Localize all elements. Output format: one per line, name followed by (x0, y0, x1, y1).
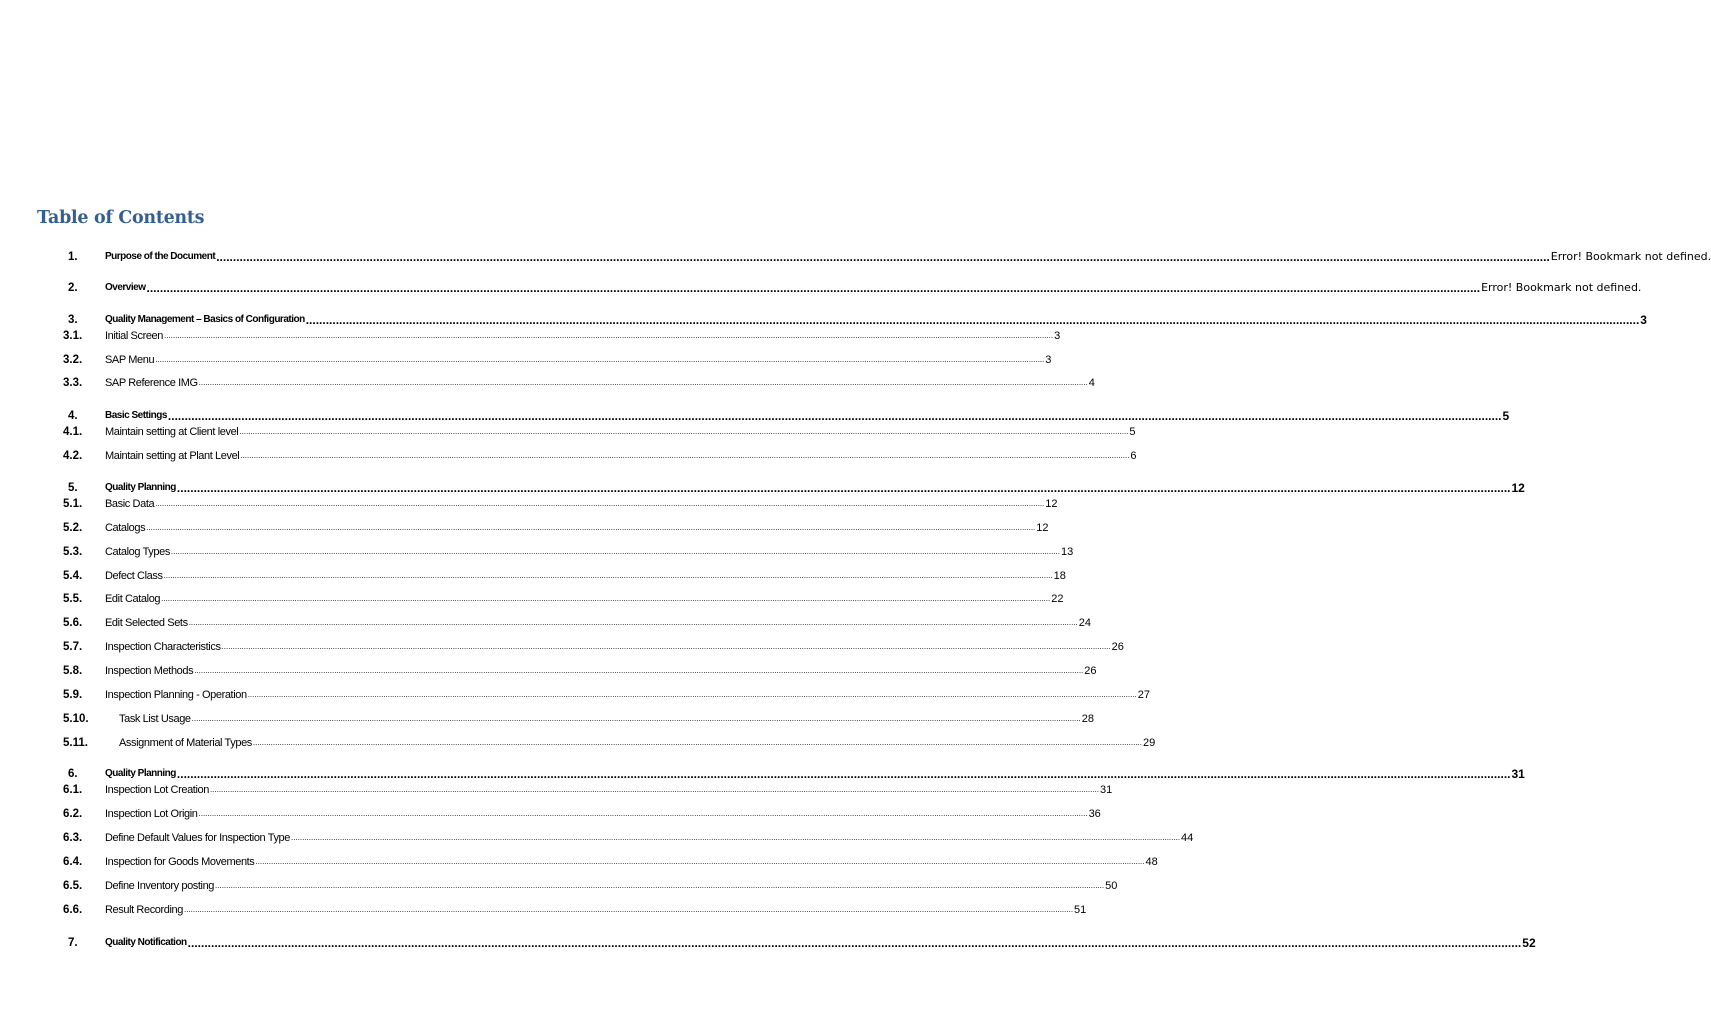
toc-entry-page: 36 (1088, 808, 1101, 820)
toc-entry-line (105, 639, 1124, 655)
toc-entry-title[interactable]: Quality Planning (105, 482, 176, 493)
toc-entry-line (105, 687, 1151, 703)
toc-entry-line (105, 480, 1525, 496)
toc-entry-title[interactable]: Purpose of the Document (105, 251, 216, 262)
toc-entry-number: 6.6. (63, 904, 83, 916)
toc-dot-leader: ................................................................................................................................................................................................................................................................................................................................................................................................................ (215, 881, 1105, 890)
toc-entry-line (105, 766, 1525, 782)
toc-dot-leader: ................................................................................................................................................................................................................................................................................................................................................................................................................ (198, 809, 1088, 818)
toc-entry-line (105, 854, 1158, 870)
toc-entry-title[interactable]: Define Inventory posting (105, 880, 215, 892)
toc-entry-number: 3.3. (63, 377, 83, 389)
toc-entry-page: 31 (1511, 767, 1525, 781)
toc-entry-number: 1. (68, 251, 78, 263)
toc-entry-title[interactable]: Inspection Methods (105, 665, 194, 677)
toc-entry-title[interactable]: Catalog Types (105, 546, 170, 558)
toc-entry-page: 12 (1045, 498, 1058, 510)
toc-dot-leader: ................................................................................................................................................................................................................................................................................................................................................................................................................ (188, 618, 1078, 627)
toc-entry-page: 12 (1511, 481, 1525, 495)
toc-entry[interactable] (0, 639, 1124, 655)
toc-entry-page: 51 (1074, 904, 1087, 916)
toc-entry-title[interactable]: Initial Screen (105, 330, 163, 342)
toc-entry-title[interactable]: Quality Management – Basics of Configuration (105, 314, 305, 325)
toc-entry-line (105, 544, 1074, 560)
toc-entry[interactable] (0, 902, 1087, 918)
toc-entry[interactable] (0, 375, 1095, 391)
toc-entry[interactable] (0, 408, 1510, 424)
toc-entry-number: 5.7. (63, 641, 83, 653)
toc-entry-title[interactable]: Define Default Values for Inspection Type (105, 832, 290, 844)
toc-entry-line (119, 735, 1156, 751)
toc-dot-leader: ................................................................................................................................................................................................................................................................................................................................................................................................................ (146, 523, 1036, 532)
toc-entry-number: 5.11. (63, 737, 88, 749)
toc-entry[interactable] (0, 591, 1064, 607)
toc-entry-number: 4.2. (63, 450, 83, 462)
toc-entry-title[interactable]: Inspection Planning - Operation (105, 689, 247, 701)
toc-entry-title[interactable]: SAP Menu (105, 354, 155, 366)
toc-entry-number: 3.2. (63, 354, 83, 366)
toc-entry[interactable] (0, 935, 1536, 951)
toc-entry-title[interactable]: Defect Class (105, 570, 163, 582)
toc-dot-leader: ................................................................................................................................................................................................................................................................................................................................................................................................................ (155, 499, 1045, 508)
toc-dot-leader: ................................................................................................................................................................................................................................................................................................................................................................................................................ (221, 642, 1111, 651)
toc-entry-title[interactable]: Inspection for Goods Movements (105, 856, 255, 868)
toc-dot-leader: ................................................................................................................................................................................................................................................................................................................................................................................................................ (176, 767, 1511, 781)
toc-entry-title[interactable]: Edit Selected Sets (105, 617, 188, 629)
toc-dot-leader: ................................................................................................................................................................................................................................................................................................................................................................................................................ (170, 547, 1060, 556)
toc-entry-line (105, 663, 1097, 679)
toc-entry-number: 5.6. (63, 617, 83, 629)
toc-entry[interactable] (0, 663, 1097, 679)
toc-dot-leader: ................................................................................................................................................................................................................................................................................................................................................................................................................ (209, 785, 1099, 794)
toc-entry-page: 27 (1137, 689, 1151, 701)
toc-entry-number: 6.5. (63, 880, 83, 892)
toc-entry-number: 4.1. (63, 426, 83, 438)
toc-entry-title[interactable]: Inspection Lot Origin (105, 808, 198, 820)
toc-entry-number: 3. (68, 314, 78, 326)
toc-dot-leader: ................................................................................................................................................................................................................................................................................................................................................................................................................ (187, 936, 1522, 950)
toc-entry-line (105, 328, 1061, 344)
toc-entry-page: 13 (1060, 546, 1074, 558)
toc-entry-title[interactable]: Basic Data (105, 498, 155, 510)
toc-dot-leader: ................................................................................................................................................................................................................................................................................................................................................................................................................ (194, 666, 1084, 675)
toc-entry-title[interactable]: Task List Usage (119, 713, 191, 725)
toc-entry-title[interactable]: Maintain setting at Plant Level (105, 450, 240, 462)
toc-entry[interactable] (0, 424, 1136, 440)
toc-entry-number: 5.3. (63, 546, 83, 558)
toc-dot-leader: ................................................................................................................................................................................................................................................................................................................................................................................................................ (164, 331, 1054, 340)
toc-entry-title[interactable]: Result Recording (105, 904, 183, 916)
toc-entry-title[interactable]: Quality Notification (105, 937, 187, 948)
toc-heading: Table of Contents (37, 208, 205, 228)
toc-entry-number: 5.1. (63, 498, 83, 510)
toc-dot-leader: ................................................................................................................................................................................................................................................................................................................................................................................................................ (198, 378, 1088, 387)
toc-entry-title[interactable]: Assignment of Material Types (119, 737, 252, 749)
toc-entry-page: 31 (1100, 784, 1113, 796)
toc-entry-title[interactable]: Overview (105, 282, 146, 293)
toc-entry-title[interactable]: Catalogs (105, 522, 146, 534)
toc-entry-page: 44 (1181, 832, 1194, 844)
toc-entry-page: 28 (1081, 713, 1094, 725)
toc-dot-leader: ................................................................................................................................................................................................................................................................................................................................................................................................................ (146, 281, 1481, 295)
toc-entry-page: 48 (1145, 856, 1158, 868)
toc-dot-leader: ................................................................................................................................................................................................................................................................................................................................................................................................................ (247, 690, 1137, 699)
toc-entry-page: 3 (1640, 313, 1647, 327)
toc-entry-page: 29 (1142, 737, 1156, 749)
toc-dot-leader: ................................................................................................................................................................................................................................................................................................................................................................................................................ (161, 594, 1051, 603)
toc-dot-leader: ................................................................................................................................................................................................................................................................................................................................................................................................................ (163, 571, 1053, 580)
toc-entry-page: 5 (1129, 426, 1136, 438)
toc-entry-line (105, 408, 1510, 424)
toc-entry-number: 5.4. (63, 570, 83, 582)
toc-entry-page: 22 (1051, 593, 1064, 605)
toc-entry-page: Error! Bookmark not defined. (1550, 250, 1711, 263)
toc-entry-number: 5.2. (63, 522, 83, 534)
toc-entry[interactable] (0, 615, 1091, 631)
toc-entry[interactable] (0, 711, 1094, 727)
toc-entry-number: 7. (68, 937, 78, 949)
toc-entry-page: 18 (1053, 570, 1066, 582)
toc-entry-line (105, 352, 1052, 368)
toc-entry-page: 5 (1502, 409, 1510, 423)
toc-entry-page: 12 (1036, 522, 1049, 534)
toc-entry-line (105, 520, 1049, 536)
toc-dot-leader: ................................................................................................................................................................................................................................................................................................................................................................................................................ (183, 905, 1074, 914)
toc-entry[interactable] (0, 830, 1194, 846)
toc-entry-title[interactable]: Edit Catalog (105, 593, 161, 605)
toc-entry[interactable] (0, 854, 1158, 870)
toc-dot-leader: ................................................................................................................................................................................................................................................................................................................................................................................................................ (216, 250, 1550, 264)
toc-entry-page: 26 (1111, 641, 1124, 653)
toc-dot-leader: ................................................................................................................................................................................................................................................................................................................................................................................................................ (255, 857, 1145, 866)
toc-entry-page: 3 (1045, 354, 1052, 366)
toc-entry[interactable] (0, 687, 1151, 703)
toc-entry[interactable] (0, 480, 1525, 496)
toc-entry[interactable] (0, 249, 1711, 265)
toc-entry-number: 2. (68, 282, 78, 294)
toc-entry-line (105, 830, 1194, 846)
toc-entry[interactable] (0, 352, 1052, 368)
toc-entry[interactable] (0, 544, 1074, 560)
toc-dot-leader: ................................................................................................................................................................................................................................................................................................................................................................................................................ (240, 451, 1130, 460)
toc-entry-line (105, 424, 1136, 440)
toc-entry-line (105, 375, 1095, 391)
toc-entry[interactable] (0, 568, 1066, 584)
toc-entry[interactable] (0, 878, 1118, 894)
toc-entry-number: 5. (68, 482, 78, 494)
toc-entry[interactable] (0, 735, 1156, 751)
toc-entry[interactable] (0, 782, 1113, 798)
toc-entry-line (105, 496, 1058, 512)
toc-entry-number: 6.2. (63, 808, 83, 820)
toc-entry-line (105, 312, 1647, 328)
toc-dot-leader: ................................................................................................................................................................................................................................................................................................................................................................................................................ (167, 409, 1502, 423)
toc-entry-line (105, 249, 1711, 265)
toc-dot-leader: ................................................................................................................................................................................................................................................................................................................................................................................................................ (191, 714, 1081, 723)
toc-entry[interactable] (0, 496, 1058, 512)
toc-entry[interactable] (0, 280, 1642, 296)
toc-entry-page: 26 (1084, 665, 1097, 677)
toc-entry-line (105, 568, 1066, 584)
toc-entry-title[interactable]: Inspection Characteristics (105, 641, 221, 653)
toc-entry-number: 6.4. (63, 856, 83, 868)
toc-entry-line (119, 711, 1094, 727)
toc-dot-leader: ................................................................................................................................................................................................................................................................................................................................................................................................................ (290, 833, 1181, 842)
toc-entry-line (105, 591, 1064, 607)
toc-entry-number: 5.9. (63, 689, 83, 701)
toc-entry[interactable] (0, 448, 1137, 464)
toc-entry-title[interactable]: SAP Reference IMG (105, 377, 198, 389)
toc-entry-number: 5.8. (63, 665, 83, 677)
toc-entry-title[interactable]: Maintain setting at Client level (105, 426, 239, 438)
toc-entry-number: 6.1. (63, 784, 83, 796)
toc-dot-leader: ................................................................................................................................................................................................................................................................................................................................................................................................................ (176, 481, 1511, 495)
toc-entry-number: 5.10. (63, 713, 89, 725)
toc-entry-number: 6.3. (63, 832, 83, 844)
toc-entry-title[interactable]: Quality Planning (105, 768, 176, 779)
toc-entry[interactable] (0, 328, 1061, 344)
toc-entry[interactable] (0, 766, 1525, 782)
toc-dot-leader: ................................................................................................................................................................................................................................................................................................................................................................................................................ (305, 313, 1640, 327)
toc-entry-page: 6 (1130, 450, 1137, 462)
toc-entry-line (105, 782, 1113, 798)
toc-entry-page: 52 (1522, 936, 1536, 950)
toc-entry-line (105, 615, 1091, 631)
toc-entry-line (105, 448, 1137, 464)
toc-entry-title[interactable]: Inspection Lot Creation (105, 784, 209, 796)
toc-entry-number: 3.1. (63, 330, 83, 342)
toc-entry-line (105, 935, 1536, 951)
toc-entry-line (105, 902, 1087, 918)
toc-dot-leader: ................................................................................................................................................................................................................................................................................................................................................................................................................ (239, 427, 1129, 436)
toc-entry[interactable] (0, 520, 1049, 536)
toc-entry-number: 4. (68, 410, 78, 422)
toc-entry-page: 4 (1088, 377, 1095, 389)
toc-dot-leader: ................................................................................................................................................................................................................................................................................................................................................................................................................ (155, 355, 1045, 364)
toc-entry[interactable] (0, 312, 1647, 328)
toc-entry-page: Error! Bookmark not defined. (1481, 281, 1642, 294)
toc-entry-title[interactable]: Basic Settings (105, 410, 167, 421)
toc-entry-line (105, 878, 1118, 894)
toc-entry-page: 3 (1054, 330, 1061, 342)
toc-entry-page: 50 (1105, 880, 1118, 892)
toc-entry-number: 6. (68, 768, 78, 780)
toc-entry-line (105, 280, 1642, 296)
toc-entry-line (105, 806, 1101, 822)
toc-dot-leader: ................................................................................................................................................................................................................................................................................................................................................................................................................ (252, 738, 1142, 747)
toc-entry[interactable] (0, 806, 1101, 822)
toc-entry-number: 5.5. (63, 593, 83, 605)
toc-entry-page: 24 (1078, 617, 1091, 629)
